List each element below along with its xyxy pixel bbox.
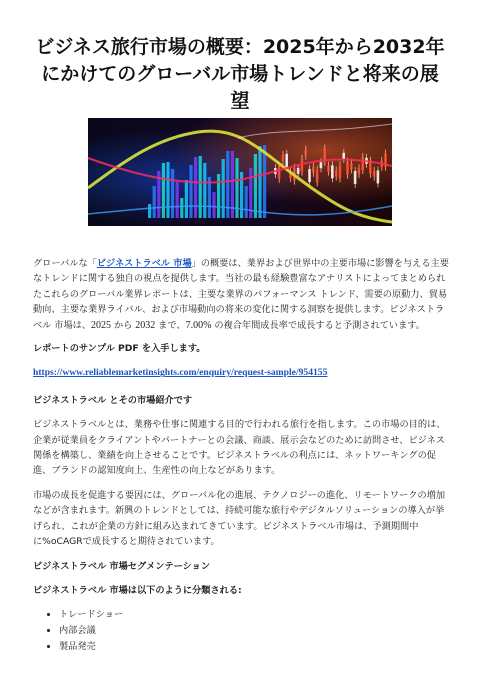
decorative-bar [263,145,266,218]
decorative-candle [350,163,353,169]
decorative-candle [342,153,345,159]
sample-request-link[interactable]: https://www.reliablemarketinsights.com/enquiry/request-sample/954155 [33,367,328,379]
business-travel-definition-paragraph: ビジネストラベルとは、業務や仕事に関連する目的で行われる旅行を指します。この市場の目的は、企業が従業員をクライアントやパートナーとの会議、商談、展示会などのために訪問させ、ビジネス関係を構築し、業績を向上させることです。ビジネストラベルの利点には、ネットワーキングの促進、ブランドの認知度向上、生産性の向上などがあります。 [33,419,446,477]
decorative-bar [194,157,197,218]
decorative-candle [354,171,357,184]
decorative-candle [312,167,315,173]
decorative-bar [180,198,183,218]
decorative-candle [278,166,281,179]
list-item: • トレードショー [59,607,449,623]
market-keyword-link[interactable]: ビジネストラベル 市場 [96,258,192,269]
intro-text: から [111,319,136,331]
article-body [33,256,449,654]
segment-list [33,607,449,654]
decorative-bar [189,165,192,218]
decorative-candle [331,165,334,178]
intro-text: まで、 [155,319,186,331]
decorative-candle [361,157,364,170]
cagr-value: 7.00% [185,319,212,331]
decorative-bar [258,146,261,218]
decorative-bar [148,204,151,218]
list-item: • 製品発売 [59,639,449,655]
intro-text: グローバルな「 [33,258,97,269]
decorative-candle [285,154,288,167]
list-item: • 内部会議 [59,623,449,639]
decorative-candle [377,170,380,183]
decorative-bar [217,174,220,218]
decorative-candle [308,169,311,182]
intro-paragraph [33,256,449,333]
page-title: ビジネス旅行市場の概要：2025年から2032年にかけてのグローバル市場トレンドと将来の展望 [35,36,445,112]
intro-text: 」の概要は、業界および世界中の主要市場に影響を与える主要なトレンドに関する独自の視点を提供します。当社の最も経験豊富なアナリストによってまとめられたこれらのグローバル業界レポートは、主要な業界のパフォーマンス トレンド、需要の原動力、貿易動向、主要な業界ライバル、および市場動向の将来の変化に関する洞察を提供します。ビジネストラベル 市場は、 [33,258,449,331]
section-heading-intro: ビジネストラベル とその市場紹介です [33,394,193,406]
decorative-candle [346,162,349,175]
decorative-bar [176,182,179,218]
decorative-candle [339,165,342,178]
decorative-bar [162,163,165,218]
decorative-candle [335,171,338,177]
decorative-candle [358,168,361,174]
decorative-bar [166,162,169,218]
year-end: 2032 [135,319,156,331]
decorative-bar [171,169,174,218]
decorative-bar [254,154,257,218]
decorative-bar [153,186,156,218]
year-start: 2025 [91,319,112,331]
segmentation-subheading: ビジネストラベル 市場は以下のように分類される: [33,584,242,596]
decorative-candle [320,162,323,168]
decorative-bar [222,159,225,218]
decorative-bar [199,156,202,218]
growth-factors-paragraph: 市場の成長を促進する要因には、グローバル化の進展、テクノロジーの進化、リモートワークの増加などが含まれます。新興のトレンドとしては、持続可能な旅行やデジタルソリューションの導入が挙げられ、これが企業の方針に組み込まれてきています。ビジネストラベル市場は、予測期間中に%oCAGRで成長すると期待されています。 [33,489,446,548]
decorative-candle [373,171,376,177]
intro-text: の複合年間成長率で成長すると予測されています。 [211,319,425,331]
section-heading-segmentation: ビジネストラベル 市場セグメンテーション [33,560,211,572]
decorative-candle [282,155,285,161]
stock-chart-graphic [88,118,392,226]
decorative-bar [203,163,206,218]
decorative-bar [245,186,248,218]
decorative-candle [304,150,307,156]
decorative-candle [316,170,319,183]
sample-pdf-label: レポートのサンプル PDF を入手します。 [33,343,206,355]
stock-chart-image [88,118,392,226]
decorative-candle [327,166,330,172]
decorative-bar [185,180,188,218]
decorative-candle [297,168,300,174]
decorative-bar [212,192,215,218]
